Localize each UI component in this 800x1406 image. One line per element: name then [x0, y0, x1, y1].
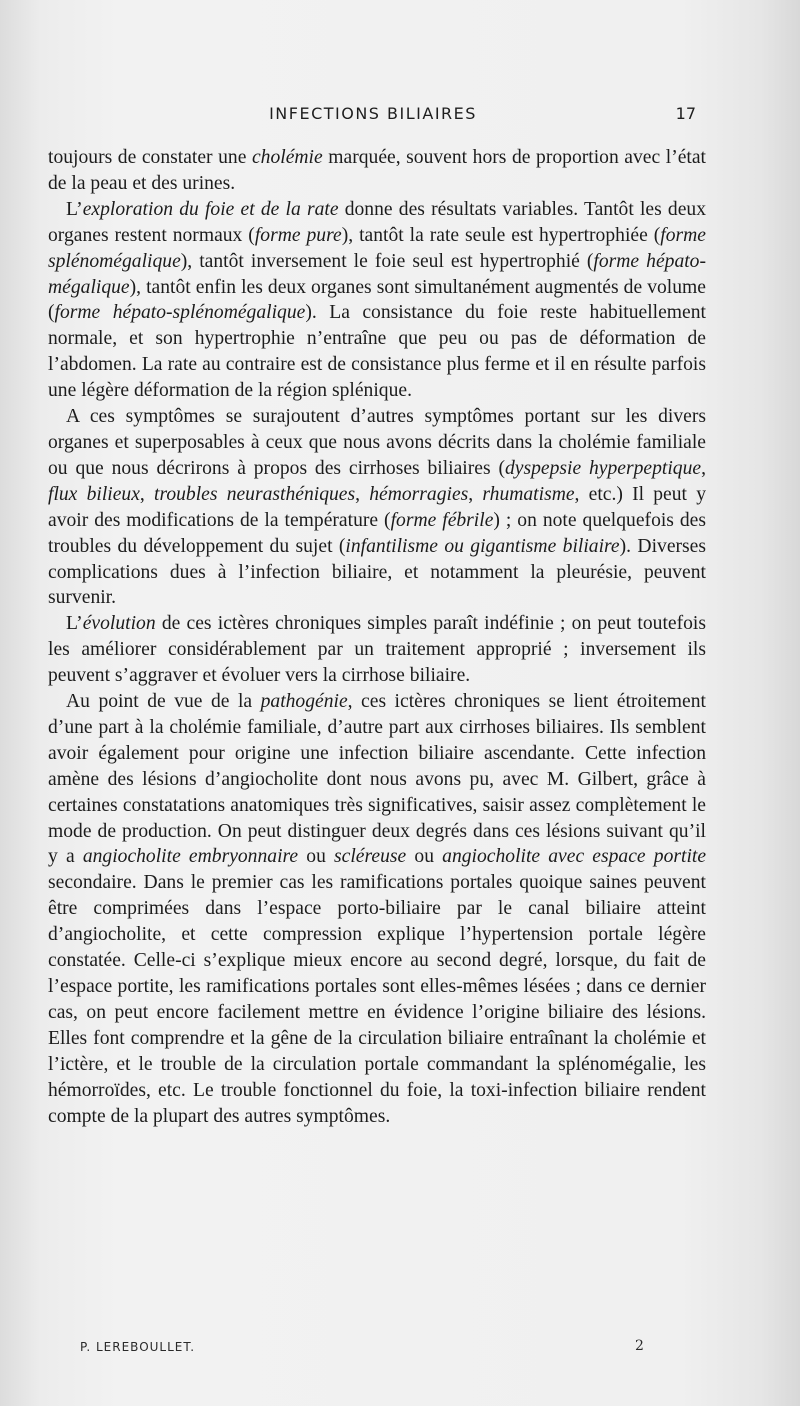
- italic-run: exploration du foie et de la rate: [82, 198, 339, 220]
- text-run: ,: [139, 483, 154, 505]
- text-run: ). La consistance du foie reste habituellement normale, et son hypertrophie n’entraîne que peu ou pas de déformation de l’abdomen. La rate au contraire est de consistance plus ferme et il en résulte parfois une légère déformation de la région splénique.: [48, 302, 706, 402]
- paragraph: [48, 689, 706, 1129]
- text-run: ou: [406, 846, 443, 868]
- text-run: ,: [701, 457, 706, 479]
- text-run: ,: [468, 483, 483, 505]
- italic-run: forme pure: [254, 224, 342, 246]
- text-run: , etc.) Il peut y avoir des modifications de la température (: [48, 483, 706, 531]
- italic-run: hémorragies: [369, 483, 469, 505]
- text-run: , ces ictères chroniques se lient étroitement d’une part à la cholémie familiale, d’autre part aux cirrhoses biliaires. Ils semblent avoir également pour origine une infection biliaire ascendante. Cette infection amène des lésions d’angiocholite dont nous avons pu, avec M. Gilbert, grâce à certaines constatations anatomiques très significatives, saisir assez complètement le mode de production. On peut distinguer deux degrés dans ces lésions suivant qu’il y a: [48, 691, 706, 868]
- italic-run: évolution: [82, 613, 156, 635]
- italic-run: angiocholite embryonnaire: [82, 846, 299, 868]
- text-run: ), tantôt inversement le foie seul est hypertrophié (: [180, 250, 594, 272]
- italic-run: forme fébrile: [390, 509, 494, 531]
- text-run: ,: [355, 483, 370, 505]
- text-run: L’: [66, 198, 83, 220]
- paragraph: [48, 404, 706, 611]
- italic-run: scléreuse: [334, 846, 407, 868]
- text-run: ) ; on note quelquefois des troubles du développement du sujet (: [48, 509, 707, 557]
- text-run: Au point de vue de la: [66, 691, 261, 713]
- page-footer: [80, 1336, 660, 1358]
- paragraph: [48, 611, 706, 689]
- page-number: 17: [675, 104, 696, 123]
- italic-run: infantilisme ou gigantisme biliaire: [345, 535, 620, 557]
- text-run: secondaire. Dans le premier cas les ramifications portales quoique saines peuvent être comprimées dans l’espace porto-biliaire par le canal biliaire atteint d’angiocholite, et cette compression explique l’hypertension portale légère constatée. Celle-ci s’explique mieux encore au second degré, lorsque, du fait de l’espace portite, les ramifications portales sont elles-mêmes lésées ; dans ce dernier cas, on peut encore facilement mettre en évidence l’origine biliaire des lésions. Elles font comprendre et la gêne de la circulation biliaire entraînant la cholémie et l’ictère, et le trouble de la circulation portale commandant la splénomégalie, les hémorroïdes, etc. Le trouble fonctionnel du foie, la toxi-infection biliaire rendent compte de la plupart des autres symptômes.: [48, 872, 706, 1127]
- italic-run: dyspepsie hyperpeptique: [504, 457, 702, 479]
- italic-run: flux bilieux: [48, 483, 140, 505]
- signature-mark: P. LEREBOULLET.: [80, 1340, 196, 1354]
- italic-run: forme hépato-splénomégalique: [54, 302, 306, 324]
- paragraph: [48, 197, 706, 404]
- italic-run: cholémie: [251, 147, 323, 168]
- text-run: donne des résultats variables. Tantôt les deux organes restent normaux (: [48, 198, 706, 246]
- italic-run: forme splénomégalique: [48, 224, 706, 272]
- running-title: INFECTIONS BILIAIRES: [269, 104, 477, 123]
- italic-run: angiocholite avec espace portite: [442, 846, 707, 868]
- signature-number: 2: [635, 1338, 644, 1354]
- text-run: ou: [298, 846, 335, 868]
- text-run: ), tantôt la rate seule est hypertrophiée (: [341, 224, 661, 246]
- text-run: toujours de constater une: [48, 147, 252, 168]
- text-run: ). Diverses complications dues à l’infection biliaire, et notamment la pleurésie, peuvent survenir.: [48, 535, 706, 609]
- text-run: marquée, souvent hors de proportion avec l’état de la peau et des urines.: [48, 147, 706, 194]
- italic-run: pathogénie: [260, 691, 348, 713]
- text-run: ), tantôt enfin les deux organes sont simultanément augmentés de volume (: [48, 276, 706, 324]
- body-text: [48, 145, 706, 1129]
- italic-run: rhumatisme: [482, 483, 575, 505]
- page-header: [48, 104, 698, 128]
- text-run: L’: [66, 613, 83, 635]
- text-run: A ces symptômes se surajoutent d’autres symptômes portant sur les divers organes et superposables à ceux que nous avons décrits dans la cholémie familiale ou que nous décrirons à propos des cirrhoses biliaires (: [48, 406, 706, 479]
- text-run: de ces ictères chroniques simples paraît indéfinie ; on peut toutefois les améliorer considérablement par un traitement approprié ; inversement ils peuvent s’aggraver et évoluer vers la cirrhose biliaire.: [48, 613, 706, 687]
- paragraph: [48, 145, 706, 197]
- italic-run: forme hépato-mégalique: [48, 250, 707, 298]
- italic-run: troubles neurasthéniques: [154, 483, 356, 505]
